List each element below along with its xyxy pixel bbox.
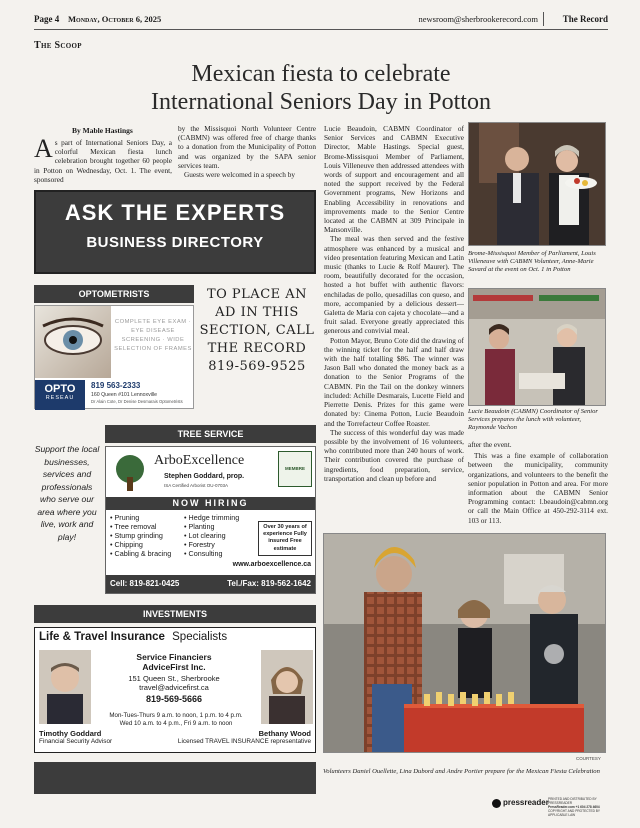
arbo-services-left	[110, 513, 182, 558]
company-line-1: Service Financiers	[136, 652, 212, 662]
arbo-ad[interactable]	[105, 446, 316, 594]
advisor-1-title: Financial Security Advisor	[39, 738, 113, 745]
service-item: • Stump grinding	[110, 531, 163, 540]
arbo-cell[interactable]: Cell: 819-821-0425	[110, 579, 180, 588]
directory-subtitle: BUSINESS DIRECTORY	[86, 234, 264, 251]
hours-line-2: Wed 10 a.m. to 4 p.m., Fri 9 a.m. to noon	[119, 720, 233, 727]
article-col-3-p2: The meal was then served and the festive atmosphere was enhanced by a musical and video presentation featuring Mexican and Latin music (thanks to Lucie & Rolf Maurer). The room, beautifully decorated for the occasion, hosted a hot buffet with authentic flavors: enchiladas de pollo, quesadillas con queso, and more, accompanied by a delicious dessert—Galetta de Maria con cajeta y chocolate—and a fruit salad. Everyone greatly appreciated this generous and convivial meal.	[324, 234, 464, 336]
article-col-3-p4: The success of this wonderful day was made possible by the involvement of 16 volunteers, who contributed more than 240 hours of work. Their contribution covered the purchase of ingredients, food preparation, service, transportation and clean up before and	[324, 427, 464, 483]
headline	[34, 60, 608, 116]
advisor-portrait-1	[39, 650, 91, 724]
service-item: • Planting	[184, 522, 215, 531]
service-item: • Tree removal	[110, 522, 157, 531]
arbo-website[interactable]: www.arboexcellence.ca	[232, 561, 311, 568]
arbo-name: ArboExcellence	[154, 453, 245, 468]
investments-bar	[34, 605, 316, 623]
service-item: • Pruning	[110, 513, 140, 522]
article-col-1	[34, 134, 172, 184]
service-item: • Hedge trimming	[184, 513, 240, 522]
paper-name: The Record	[562, 14, 608, 24]
hours-line-1: Mon-Tues-Thurs 9 a.m. to noon, 1 p.m. to 4 p.m.	[109, 712, 243, 719]
arbo-owner: Stephen Goddard, prop.	[164, 473, 245, 480]
opto-phone[interactable]: 819 563-2333	[91, 381, 141, 390]
arbo-tree-logo	[110, 453, 150, 491]
advisor-1-name: Timothy Goddard	[39, 729, 102, 738]
service-item: • Chipping	[110, 540, 143, 549]
photo-credit: COURTESY	[576, 756, 601, 761]
bottom-directory-bar	[34, 762, 316, 794]
tree-service-bar	[105, 425, 316, 443]
pressreader-logo-icon	[492, 799, 501, 808]
arbo-badge-text: MEMBRE	[285, 466, 305, 471]
optometrists-bar	[34, 285, 194, 303]
page-date: Monday, October 6, 2025	[68, 14, 162, 24]
opto-address: 160 Queen #101 Lennoxville	[91, 392, 158, 398]
photo-1-illustration	[469, 123, 606, 246]
service-item: • Lot clearing	[184, 531, 226, 540]
byline: By Mable Hastings	[72, 126, 133, 135]
investments-label: INVESTMENTS	[142, 609, 207, 619]
company-phone[interactable]: 819-569-5666	[145, 694, 203, 704]
photo-3-caption: Volunteers Daniel Ouellette, Lina Dubord and Andre Portier prepare for the Mexican Fiesta Celebration	[323, 768, 600, 775]
pr-line-1: PRINTED AND DISTRIBUTED BY PRESSREADER	[548, 797, 597, 805]
opto-logo-top: OPTO	[44, 383, 76, 395]
advisor-portrait-2	[261, 650, 313, 724]
now-hiring-label: NOW HIRING	[172, 498, 249, 508]
insurance-title-right: Specialists	[172, 631, 228, 643]
arbo-cert: ISA Certified Arborist OU-0703A	[164, 483, 229, 488]
article-col-2	[178, 124, 316, 179]
opto-services: COMPLETE EYE EXAM · EYE DISEASE SCREENING · WIDE SELECTION OF FRAMES	[114, 319, 192, 352]
newsroom-email: newsroom@sherbrookerecord.com	[418, 14, 538, 24]
opto-ad[interactable]	[34, 305, 194, 409]
photo-volunteers	[323, 533, 606, 753]
article-col-3	[324, 124, 464, 530]
arbo-tel[interactable]: Tel./Fax: 819-562-1642	[227, 579, 311, 588]
service-item: • Consulting	[184, 549, 223, 558]
pressreader-notice	[548, 797, 610, 817]
opto-doctors: Dr Alain Cote, Dr Denise Desmarais Optometrists	[91, 399, 183, 404]
photo-1-caption: Brome-Missisquoi Member of Parliament, Louis Villeneuve with CABMN Volunteer, Anne-Marie Savard at the event on Oct. 1 in Potton	[468, 250, 596, 274]
arbo-experience-box: Over 30 years of experience Fully insured Free estimate	[258, 521, 312, 556]
now-hiring-bar	[106, 497, 315, 510]
insurance-title-left: Life & Travel Insurance	[39, 631, 165, 643]
service-item: • Forestry	[184, 540, 215, 549]
article-col-4-p1: after the event.	[468, 440, 512, 449]
advisor-photo-left	[39, 650, 91, 724]
support-local-text: Support the local businesses, services and professionals who serve our area where you live, work and play!	[34, 444, 100, 542]
place-ad-phone[interactable]: 819-569-9525	[208, 359, 306, 374]
directory-banner	[34, 190, 316, 274]
article-col-4-p2: This was a fine example of collaboration between the municipality, community organizations, and volunteers to the benefit the senior population in Potton and area. For more information about the CABMN Senior Programming contact: l.beaudoin@cabmn.org or call the Main Office at 450-292-3114 ext. 103 or 113.	[468, 451, 608, 525]
company-email[interactable]: travel@advicefirst.ca	[139, 683, 209, 692]
pressreader-footer	[492, 796, 610, 817]
directory-title: ASK THE EXPERTS	[64, 200, 286, 225]
advisor-2-name: Bethany Wood	[258, 729, 311, 738]
company-line-2: AdviceFirst Inc.	[142, 662, 206, 672]
company-address: 151 Queen St., Sherbrooke	[128, 674, 220, 683]
advisor-2-title: Licensed TRAVEL INSURANCE representative	[177, 738, 311, 745]
photo-villeneuve-savard	[468, 122, 606, 246]
article-col-2-p1: by the Missisquoi North Volunteer Centre (CABMN) was offered free of charge thanks to a donation from the Municipality of Potton and was organized by the SAPA senior services team.	[178, 124, 316, 170]
header-divider	[543, 12, 544, 26]
photo-2-illustration	[469, 289, 606, 406]
article-col-3-p3: Potton Mayor, Bruno Cote did the drawing of the winning ticket for the half and half draw with the half totalling $86. The winner was Jason Ball who donated the money back as a donation to the Senior Programs of the CABMN. Pin the Tail on the donkey winners included: Achille Desmarais, Lucette Field and Pierrette Denis. Prizes for this game were donated by: Cinema Potton, Lucie Beaudoin and the Torrefacteur Coffee Roaster.	[324, 335, 464, 428]
insurance-ad[interactable]	[34, 627, 316, 753]
insurance-title	[39, 631, 311, 643]
eye-illustration	[35, 306, 111, 378]
tree-icon	[110, 453, 150, 491]
article-col-2-p2: Guests were welcomed in a speech by	[184, 170, 296, 180]
advisor-photo-right	[261, 650, 313, 724]
opto-logo-bottom: RESEAU	[45, 395, 75, 401]
pr-line-3: COPYRIGHT AND PROTECTED BY APPLICABLE LAW	[548, 809, 600, 817]
service-item: • Cabling & bracing	[110, 549, 172, 558]
place-ad-text: TO PLACE AN AD IN THIS SECTION, CALL THE RECORD	[199, 287, 315, 356]
arbo-member-badge	[278, 451, 312, 487]
insurance-hours	[95, 712, 257, 728]
pressreader-logo: pressreader	[503, 798, 549, 807]
arbo-services-mid	[184, 513, 256, 558]
headline-line-1: Mexican fiesta to celebrate	[191, 61, 451, 87]
photo-3-illustration	[324, 534, 606, 753]
insurance-company	[99, 652, 249, 704]
photo-beaudoin-vachon	[468, 288, 606, 406]
photo-2-caption: Lucie Beaudoin (CABMN) Coordinator of Senior Services prepares the lunch with volunteer, Raymonde Vachon	[468, 408, 598, 432]
advisor-2	[178, 729, 311, 745]
tree-service-label: TREE SERVICE	[177, 429, 244, 439]
page-number: Page 4	[34, 14, 60, 24]
arbo-contact-bar	[106, 575, 315, 593]
page-header	[34, 12, 608, 30]
optometrists-label: OPTOMETRISTS	[78, 289, 150, 299]
place-ad-box	[198, 286, 316, 376]
drop-cap: A	[34, 134, 53, 163]
opto-logo	[35, 380, 85, 410]
section-label: The Scoop	[34, 40, 82, 51]
headline-line-2: International Seniors Day in Potton	[151, 89, 491, 115]
article-col-4	[468, 440, 608, 525]
opto-eye-image	[35, 306, 111, 378]
article-col-3-p1: Lucie Beaudoin, CABMN Coordinator of Senior Services and CABMN Executive Director, Mable Hastings. Special guest, Brome-Missisquoi Member of Parliament, Louis Villeneuve then addressed attendees with words of support and encouragement and all noted the support received by the Federal Government programs, New Horizons and Enabling Accessibility in renovations and improvements made to the Senior Centre located at the CABMN at 309 Principale in Mansonville.	[324, 124, 464, 235]
pr-line-2: PressReader.com +1 604 278 4604	[548, 805, 600, 809]
advisor-1	[39, 729, 112, 745]
article-col-1-text: s part of International Seniors Day, a colorful Mexican fiesta lunch celebration brought together 60 people in Potton on Wednesday, Oct. 1. The event, sponsored	[34, 138, 172, 184]
